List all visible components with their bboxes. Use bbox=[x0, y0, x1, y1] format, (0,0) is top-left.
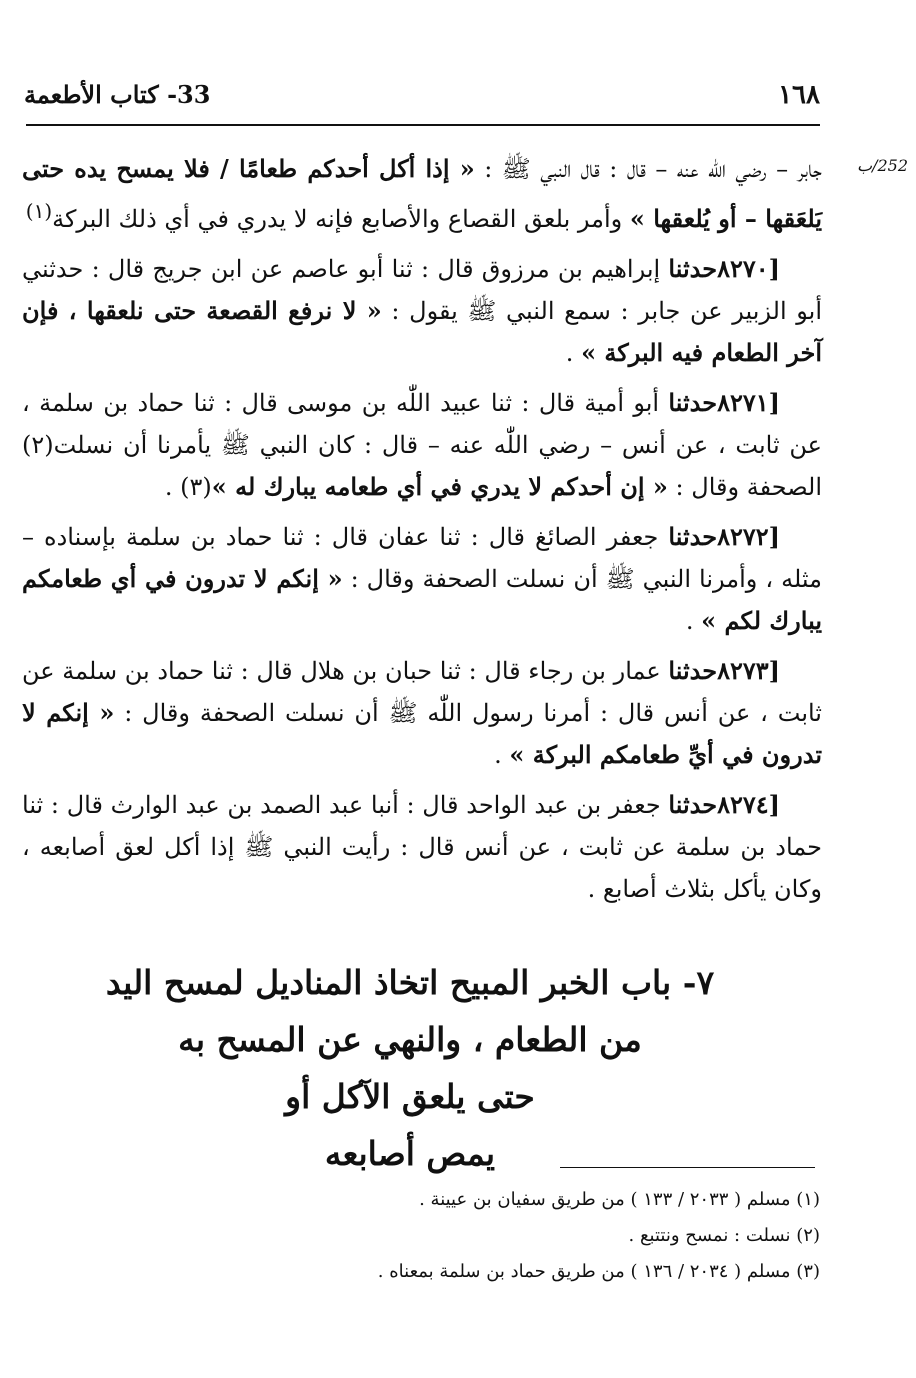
hadith-haddathana: حدثنا bbox=[668, 790, 718, 819]
hadith-haddathana: حدثنا bbox=[668, 254, 718, 283]
hadith-tail: . bbox=[494, 741, 510, 769]
footnote-1: (١) مسلم ( ٢٠٣٣ / ١٣٣ ) من طريق سفيان بن عيينة . bbox=[419, 1189, 820, 1210]
hadith-number: [٨٢٧٤ bbox=[717, 790, 780, 819]
hadith-chain: عمار بن رجاء قال : ثنا حبان بن هلال قال : ثنا حماد بن سلمة عن ثابت ، عن أنس قال : أمرنا رسول اللّٰه ﷺ أن نسلت الصحفة وقال : bbox=[22, 657, 822, 727]
chapter-heading-line: ٧- باب الخبر المبيح اتخاذ المناديل لمسح اليد bbox=[105, 963, 715, 1002]
hadith-8273 bbox=[22, 650, 822, 776]
hadith-tail: . bbox=[565, 339, 582, 367]
intro-text-2: وأمر بلعق القصاع والأصابع فإنه لا يدري في أي ذلك البركة bbox=[52, 205, 630, 233]
footnote-marker: (١) bbox=[25, 199, 53, 223]
chapter-heading-line: يمص أصابعه bbox=[324, 1134, 496, 1173]
header-rule bbox=[26, 124, 820, 126]
hadith-tail: . bbox=[685, 607, 702, 635]
hadith-haddathana: حدثنا bbox=[668, 388, 718, 417]
hadith-chain: إبراهيم بن مرزوق قال : ثنا أبو عاصم عن ابن جريج قال : حدثني أبو الزبير عن جابر : سمع النبي ﷺ يقول : bbox=[22, 255, 822, 325]
hadith-8270 bbox=[22, 248, 822, 374]
page-header bbox=[24, 80, 820, 120]
footnote-3: (٣) مسلم ( ٢٠٣٤ / ١٣٦ ) من طريق حماد بن سلمة بمعناه . bbox=[377, 1261, 820, 1282]
hadith-text: « لا نرفع القصعة حتى نلعقها ، فإن آخر الطعام فيه البركة » bbox=[22, 296, 822, 367]
intro-text: جابر – رضي اللّٰه عنه – قال : قال النبي ﷺ : bbox=[474, 155, 822, 183]
hadith-number: [٨٢٧٢ bbox=[717, 522, 780, 551]
hadith-8272 bbox=[22, 516, 822, 642]
main-text bbox=[22, 148, 822, 918]
hadith-8274 bbox=[22, 784, 822, 910]
intro-quote: « إذا أكل أحدكم طعامًا / فلا يمسح يده حتى يَلعَقها – أو يُلعقها » bbox=[22, 154, 822, 233]
hadith-text: « إنكم لا تدرون في أيِّ طعامكم البركة » bbox=[22, 698, 822, 769]
footnotes bbox=[100, 1182, 820, 1290]
hadith-number: [٨٢٧٠ bbox=[717, 254, 780, 283]
footnote-rule bbox=[560, 1167, 815, 1168]
intro-paragraph bbox=[22, 148, 822, 240]
hadith-haddathana: حدثنا bbox=[668, 522, 718, 551]
hadith-chain: أبو أمية قال : ثنا عبيد اللّٰه بن موسى قال : ثنا حماد بن سلمة ، عن ثابت ، عن أنس – رضي اللّٰه عنه – قال : كان النبي ﷺ يأمرنا أن نسلت(٢) الصحفة وقال : bbox=[22, 389, 822, 501]
chapter-heading-line: حتى يلعق الآكل أو bbox=[285, 1077, 535, 1116]
hadith-number: [٨٢٧١ bbox=[717, 388, 780, 417]
manuscript-folio-ref: 252/ب bbox=[857, 156, 908, 175]
footnote-2: (٢) نسلت : نمسح ونتتبع . bbox=[628, 1225, 820, 1246]
page-number: ١٦٨ bbox=[778, 80, 820, 110]
hadith-tail: (٣) . bbox=[164, 473, 212, 501]
hadith-chain: جعفر الصائغ قال : ثنا عفان قال : ثنا حماد بن سلمة بإسناده – مثله ، وأمرنا النبي ﷺ أن نسلت الصحفة وقال : bbox=[22, 523, 822, 593]
hadith-text: « إن أحدكم لا يدري في أي طعامه يبارك له » bbox=[211, 472, 668, 501]
hadith-chain: جعفر بن عبد الواحد قال : أنبا عبد الصمد بن عبد الوارث قال : ثنا حماد بن سلمة عن ثابت ، عن أنس قال : رأيت النبي ﷺ إذا أكل لعق أصابعه ، وكان يأكل بثلاث أصابع . bbox=[22, 791, 822, 903]
chapter-heading bbox=[0, 954, 820, 1182]
hadith-text: « إنكم لا تدرون في أي طعامكم يبارك لكم » bbox=[22, 564, 822, 635]
hadith-8271 bbox=[22, 382, 822, 508]
chapter-heading-line: من الطعام ، والنهي عن المسح به bbox=[178, 1020, 642, 1059]
hadith-haddathana: حدثنا bbox=[668, 656, 718, 685]
book-title: 33- كتاب الأطعمة bbox=[24, 80, 211, 109]
hadith-number: [٨٢٧٣ bbox=[717, 656, 780, 685]
